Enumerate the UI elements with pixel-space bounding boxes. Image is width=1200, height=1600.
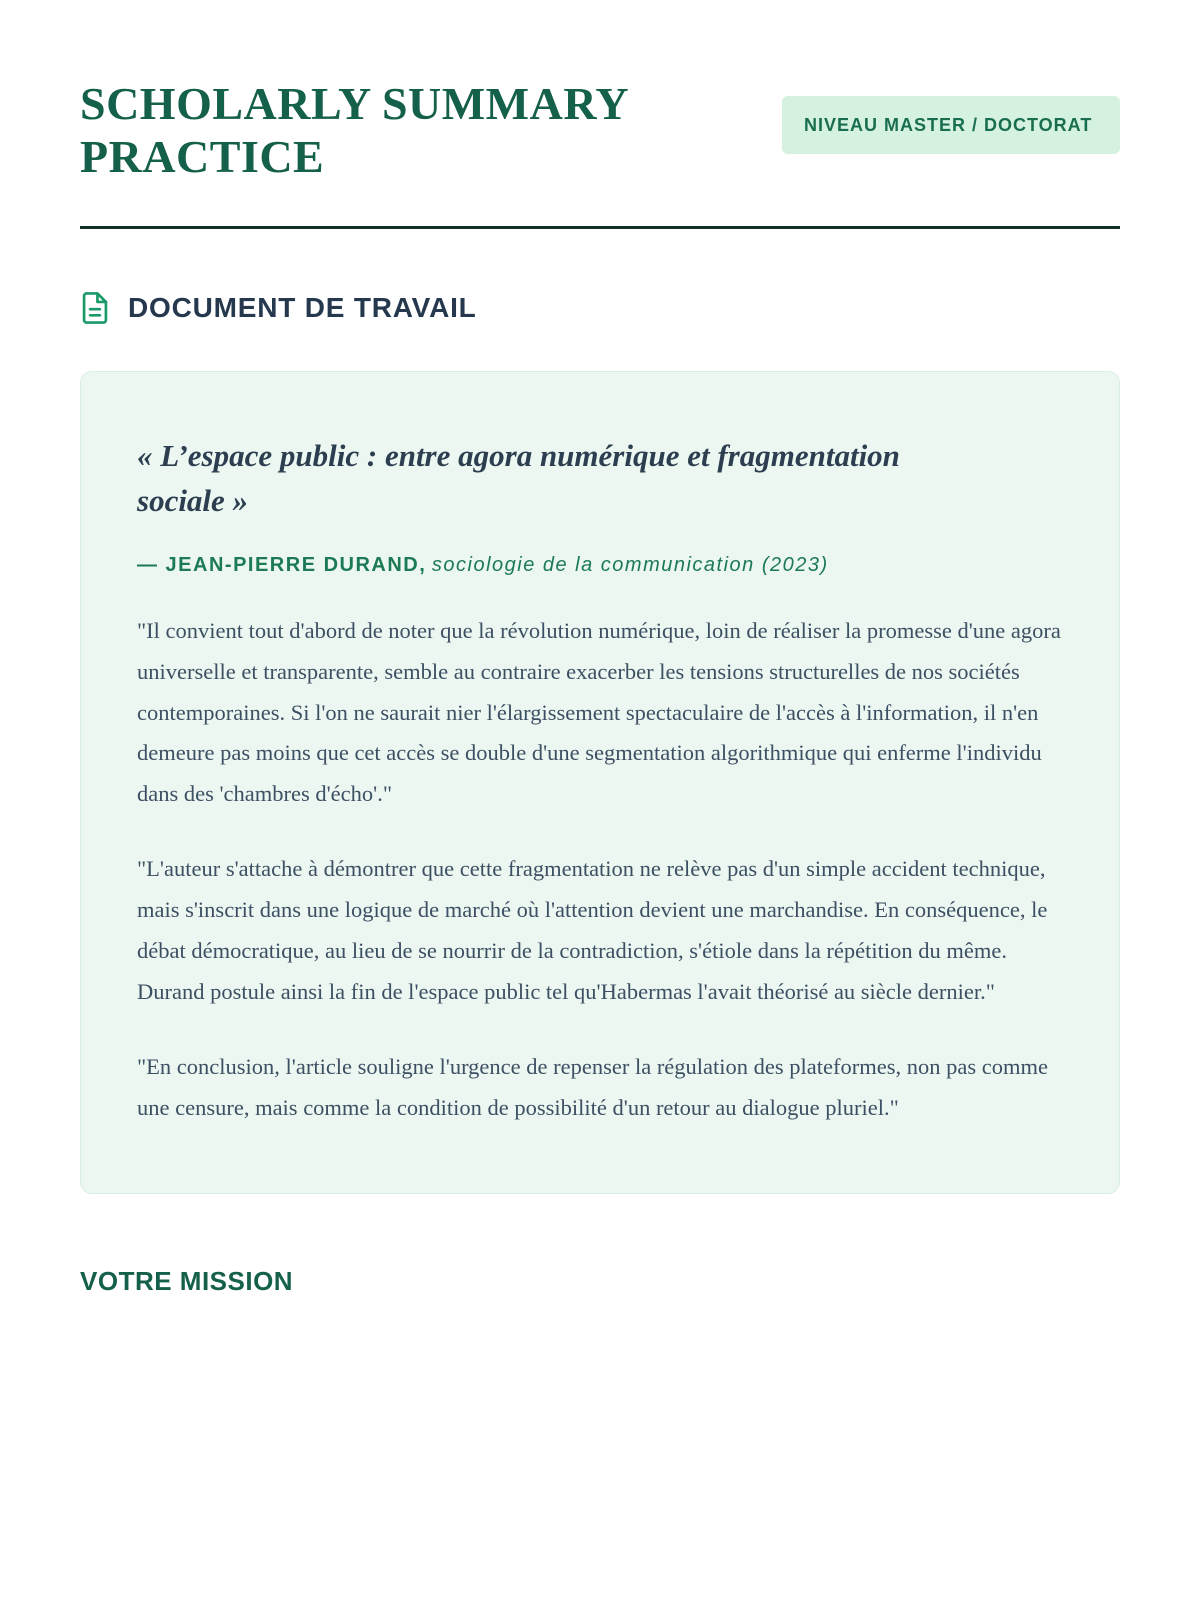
quote-paragraph-1: "Il convient tout d'abord de noter que la révolution numérique, loin de réaliser la promesse d'une agora universelle et transparente, semble au contraire exacerber les tensions structurelles de nos sociétés contemporaines. Si l'on ne saurait nier l'élargissement spectaculaire de l'accès à l'information, il n'en demeure pas moins que cet accès se double d'une segmentation algorithmique qui enferme l'individu dans des 'chambres d'écho'." [137,617,1061,807]
mission-heading: VOTRE MISSION [80,1265,294,1296]
article-title: « L’espace public : entre agora numérique et fragmentation sociale » [137,437,900,518]
attribution-line [137,554,1063,577]
page-title: SCHOLARLY SUMMARY PRACTICE [80,78,628,182]
section-heading-label: DOCUMENT DE TRAVAIL [128,291,477,323]
working-document-card [80,371,1120,1194]
author-name: — JEAN-PIERRE DURAND, [137,553,427,576]
header-divider [80,226,1120,229]
level-badge: NIVEAU MASTER / DOCTORAT [782,96,1120,154]
document-section-heading [80,291,1120,325]
header [80,78,1120,184]
quote-paragraph-3: "En conclusion, l'article souligne l'urgence de repenser la régulation des plateformes, non pas comme une censure, mais comme la condition de possibilité d'un retour au dialogue pluriel." [137,1054,1048,1121]
quote-paragraph-2: "L'auteur s'attache à démontrer que cette fragmentation ne relève pas d'un simple accident technique, mais s'inscrit dans une logique de marché où l'attention devient une marchandise. En conséquence, le débat démocratique, au lieu de se nourrir de la contradiction, s'étiole dans la répétition du même. Durand postule ainsi la fin de l'espace public tel qu'Habermas l'avait théorisé au siècle dernier." [137,856,1048,1005]
author-detail: sociologie de la communication (2023) [431,553,829,576]
document-icon [80,291,110,325]
